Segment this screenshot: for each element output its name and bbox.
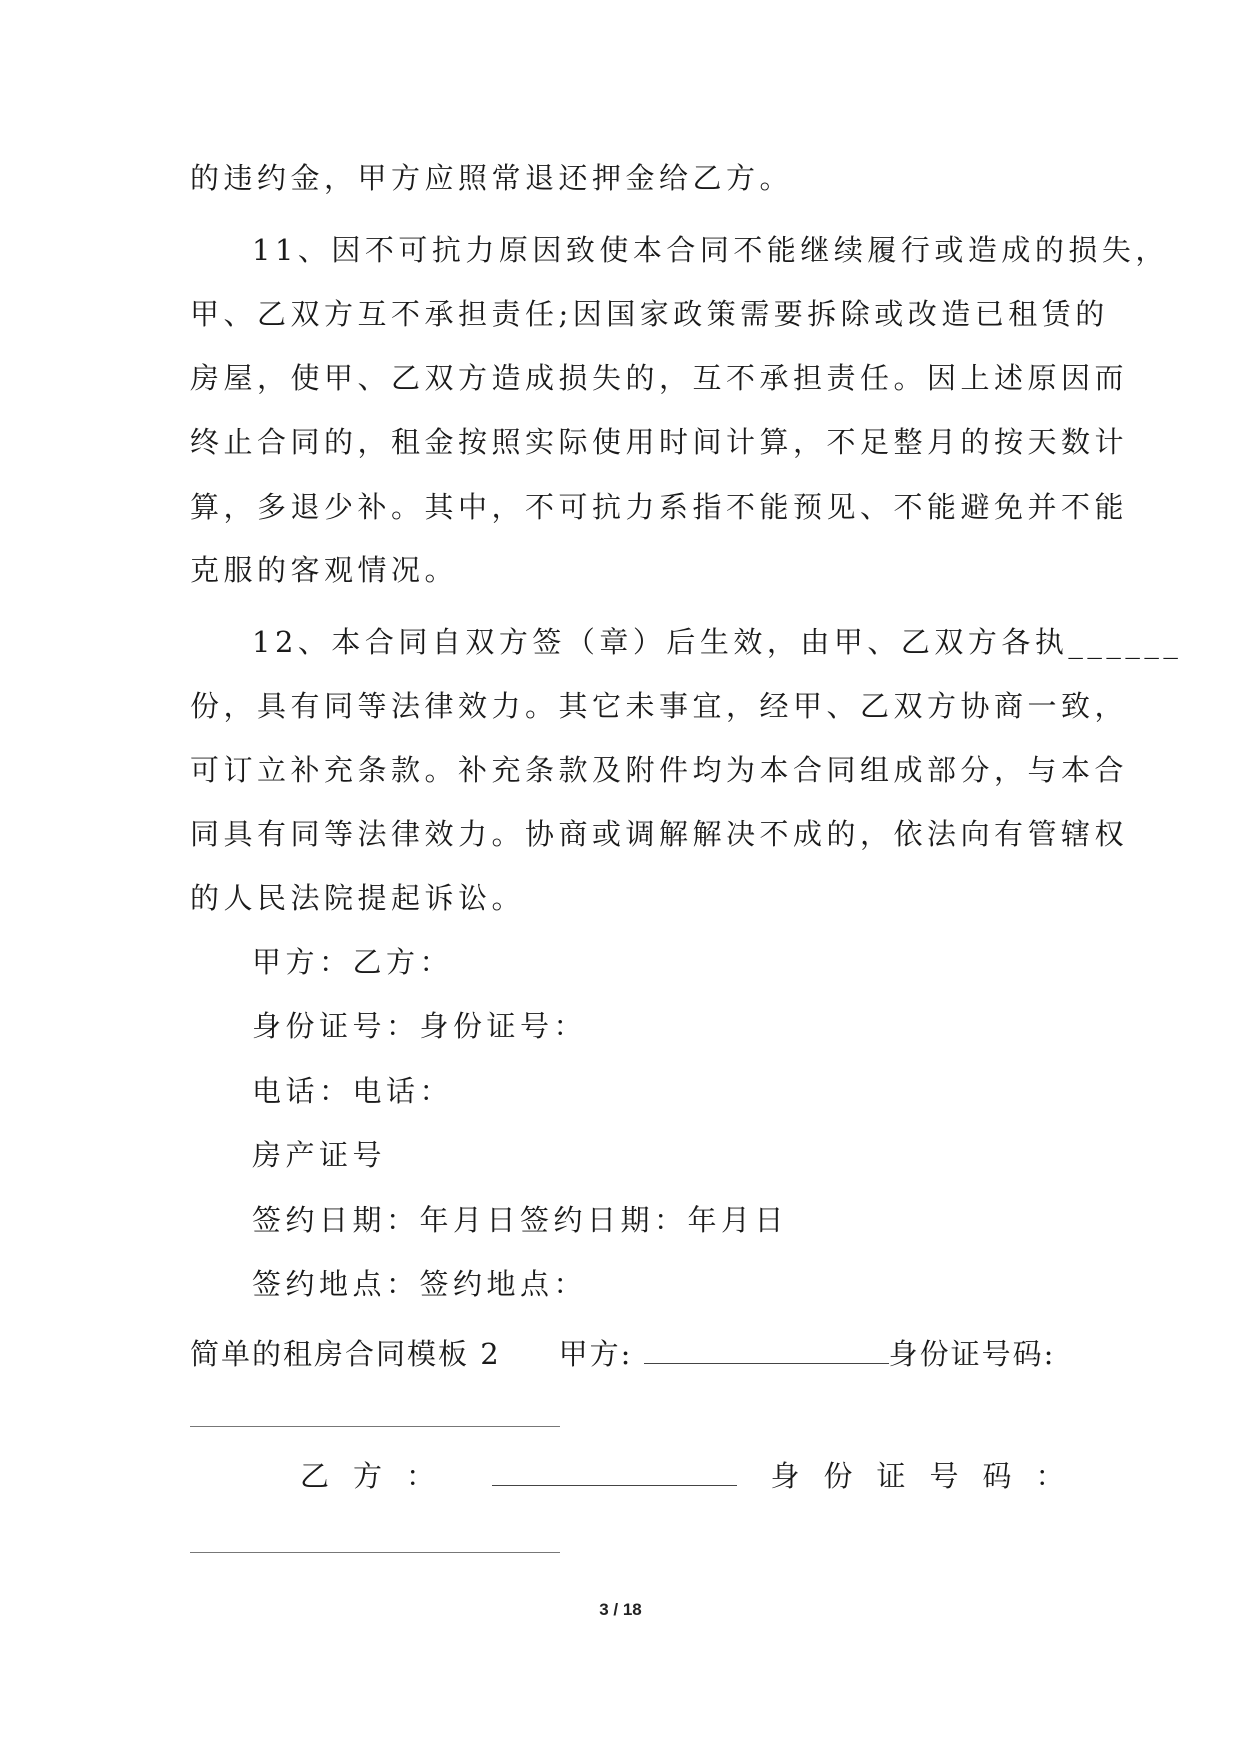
paragraph-line: 份，具有同等法律效力。其它未事宜，经甲、乙双方协商一致， xyxy=(190,689,1129,723)
signature-phone-line: 电话：电话： xyxy=(252,1074,454,1108)
signature-party-line: 甲方：乙方： xyxy=(252,945,454,979)
paragraph-line: 的违约金，甲方应照常退还押金给乙方。 xyxy=(190,161,794,195)
template2-heading-line xyxy=(190,1333,1070,1374)
paragraph-line: 甲、乙双方互不承担责任;因国家政策需要拆除或改造已租赁的 xyxy=(190,297,1109,331)
party-a-id-blank xyxy=(190,1426,560,1427)
template2-heading: 简单的租房合同模板 2 xyxy=(190,1337,501,1371)
paragraph-line: 同具有同等法律效力。协商或调解解决不成的，依法向有管辖权 xyxy=(190,817,1129,851)
paragraph-line: 的人民法院提起诉讼。 xyxy=(190,881,526,915)
paragraph-line: 12、本合同自双方签（章）后生效，由甲、乙双方各执______ xyxy=(252,625,1183,659)
paragraph-line: 11、因不可抗力原因致使本合同不能继续履行或造成的损失， xyxy=(252,233,1169,267)
signature-property-line: 房产证号 xyxy=(252,1138,387,1172)
signature-date-line: 签约日期：年月日签约日期：年月日 xyxy=(252,1203,789,1237)
signature-place-line: 签约地点：签约地点： xyxy=(252,1267,588,1301)
party-b-label: 乙方： xyxy=(300,1459,460,1493)
paragraph-line: 可订立补充条款。补充条款及附件均为本合同组成部分，与本合 xyxy=(190,753,1129,787)
paragraph-line: 算，多退少补。其中，不可抗力系指不能预见、不能避免并不能 xyxy=(190,490,1129,524)
party-b-id-blank xyxy=(190,1552,560,1553)
party-a-blank xyxy=(644,1333,889,1364)
party-b-id-label: 身份证号码： xyxy=(770,1459,1089,1493)
party-a-label: 甲方: xyxy=(558,1337,633,1371)
signature-id-line: 身份证号：身份证号： xyxy=(252,1009,588,1043)
paragraph-line: 房屋，使甲、乙双方造成损失的，互不承担责任。因上述原因而 xyxy=(190,361,1129,395)
paragraph-line: 克服的客观情况。 xyxy=(190,553,459,587)
page-number: 3 / 18 xyxy=(599,1600,642,1619)
party-a-id-label: 身份证号码: xyxy=(888,1337,1056,1371)
party-b-blank xyxy=(492,1455,737,1486)
party-b-line xyxy=(300,1455,1089,1496)
paragraph-line: 终止合同的，租金按照实际使用时间计算，不足整月的按天数计 xyxy=(190,425,1129,459)
